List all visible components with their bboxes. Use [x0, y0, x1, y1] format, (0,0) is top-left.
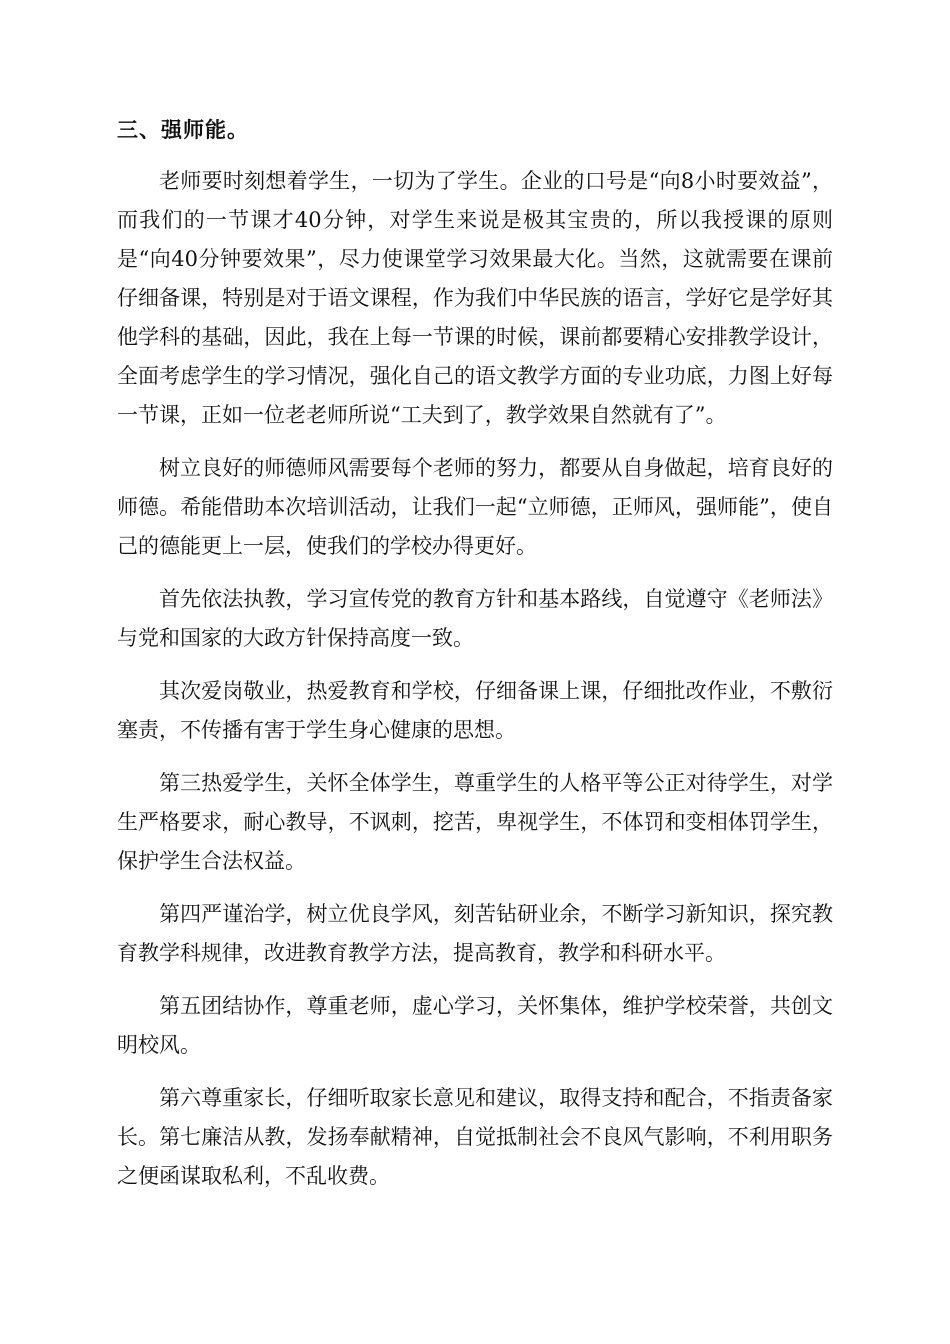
- document-page: [117, 112, 833, 1210]
- paragraph-7: 第五团结协作，尊重老师，虚心学习，关怀集体，维护学校荣誉，共创文明校风。: [117, 994, 833, 1057]
- paragraph-4: 其次爱岗敬业，热爱教育和学校，仔细备课上课，仔细批改作业，不敷衍塞责，不传播有害于学生身心健康的思想。: [117, 679, 833, 742]
- paragraph-2: 树立良好的师德师风需要每个老师的努力，都要从自身做起，培育良好的师德。希能借助本次培训活动，让我们一起“立师德，正师风，强师能”，使自己的德能更上一层，使我们的学校办得更好。: [117, 456, 833, 558]
- paragraph-3: 首先依法执教，学习宣传党的教育方针和基本路线，自觉遵守《老师法》与党和国家的大政方针保持高度一致。: [117, 587, 833, 650]
- section-heading: 三、强师能。: [117, 118, 249, 142]
- paragraph-5: 第三热爱学生，关怀全体学生，尊重学生的人格平等公正对待学生，对学生严格要求，耐心教导，不讽刺，挖苦，卑视学生，不体罚和变相体罚学生，保护学生合法权益。: [117, 771, 833, 873]
- paragraph-6: 第四严谨治学，树立优良学风，刻苦钻研业余，不断学习新知识，探究教育教学科规律，改进教育教学方法，提高教育，教学和科研水平。: [117, 902, 833, 965]
- paragraph-1: 老师要时刻想着学生，一切为了学生。企业的口号是“向8小时要效益”，而我们的一节课才40分钟，对学生来说是极其宝贵的，所以我授课的原则是“向40分钟要效果”，尽力使课堂学习效果最大化。当然，这就需要在课前仔细备课，特别是对于语文课程，作为我们中华民族的语言，学好它是学好其他学科的基础，因此，我在上每一节课的时候，课前都要精心安排教学设计，全面考虑学生的学习情况，强化自己的语文教学方面的专业功底，力图上好每一节课，正如一位老老师所说“工夫到了，教学效果自然就有了”。: [117, 169, 833, 427]
- paragraph-8: 第六尊重家长，仔细听取家长意见和建议，取得支持和配合，不指责备家长。第七廉洁从教，发扬奉献精神，自觉抵制社会不良风气影响，不利用职务之便函谋取私利，不乱收费。: [117, 1086, 833, 1188]
